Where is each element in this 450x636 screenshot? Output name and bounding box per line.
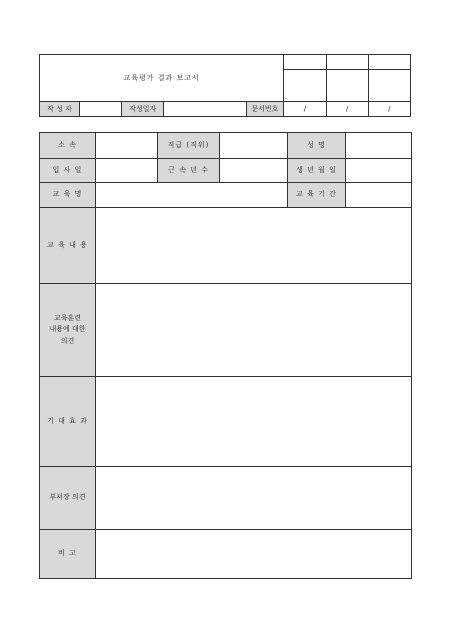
period-field[interactable]	[346, 183, 412, 208]
author-field[interactable]	[79, 102, 121, 117]
docno-field-1[interactable]: /	[284, 102, 326, 117]
position-field[interactable]	[220, 133, 288, 159]
docno-label: 문서번호	[246, 102, 284, 117]
date-field[interactable]	[164, 102, 246, 117]
docno-field-3[interactable]: /	[368, 102, 410, 117]
opinion-label	[40, 284, 96, 377]
opinion-field[interactable]	[96, 284, 412, 377]
approval-sign-2[interactable]	[326, 70, 368, 102]
years-field[interactable]	[220, 159, 288, 183]
approval-header-2	[326, 55, 368, 70]
manager-field[interactable]	[96, 467, 412, 530]
report-header-table	[39, 54, 411, 117]
report-title: 교육평가 결과 보고서	[40, 55, 284, 102]
approval-header-1	[284, 55, 326, 70]
years-label: 근 속 년 수	[158, 159, 220, 183]
hire-date-field[interactable]	[96, 159, 158, 183]
date-label: 작성일자	[122, 102, 164, 117]
position-label: 직급 (직위)	[158, 133, 220, 159]
report-form-table	[39, 132, 412, 579]
course-label: 교 육 명	[40, 183, 96, 208]
approval-header-3	[368, 55, 410, 70]
effect-label: 기 대 효 과	[40, 377, 96, 467]
name-field[interactable]	[346, 133, 412, 159]
hire-date-label: 입 사 일	[40, 159, 96, 183]
content-field[interactable]	[96, 208, 412, 284]
period-label: 교 육 기 간	[288, 183, 346, 208]
dept-field[interactable]	[96, 133, 158, 159]
docno-field-2[interactable]: /	[326, 102, 368, 117]
opinion-label-line-2: 내용에 대한	[49, 325, 86, 334]
approval-sign-1[interactable]	[284, 70, 326, 102]
birth-field[interactable]	[346, 159, 412, 183]
birth-label: 생 년 월 일	[288, 159, 346, 183]
dept-label: 소 속	[40, 133, 96, 159]
approval-sign-3[interactable]	[368, 70, 410, 102]
remarks-label: 비 고	[40, 530, 96, 579]
name-label: 성 명	[288, 133, 346, 159]
opinion-label-line-1: 교육훈련	[53, 314, 82, 323]
author-label: 작 성 자	[40, 102, 80, 117]
effect-field[interactable]	[96, 377, 412, 467]
course-field[interactable]	[96, 183, 288, 208]
content-label: 교 육 내 용	[40, 208, 96, 284]
remarks-field[interactable]	[96, 530, 412, 579]
manager-label: 부서장 의견	[40, 467, 96, 530]
opinion-label-line-3: 의견	[60, 336, 75, 345]
